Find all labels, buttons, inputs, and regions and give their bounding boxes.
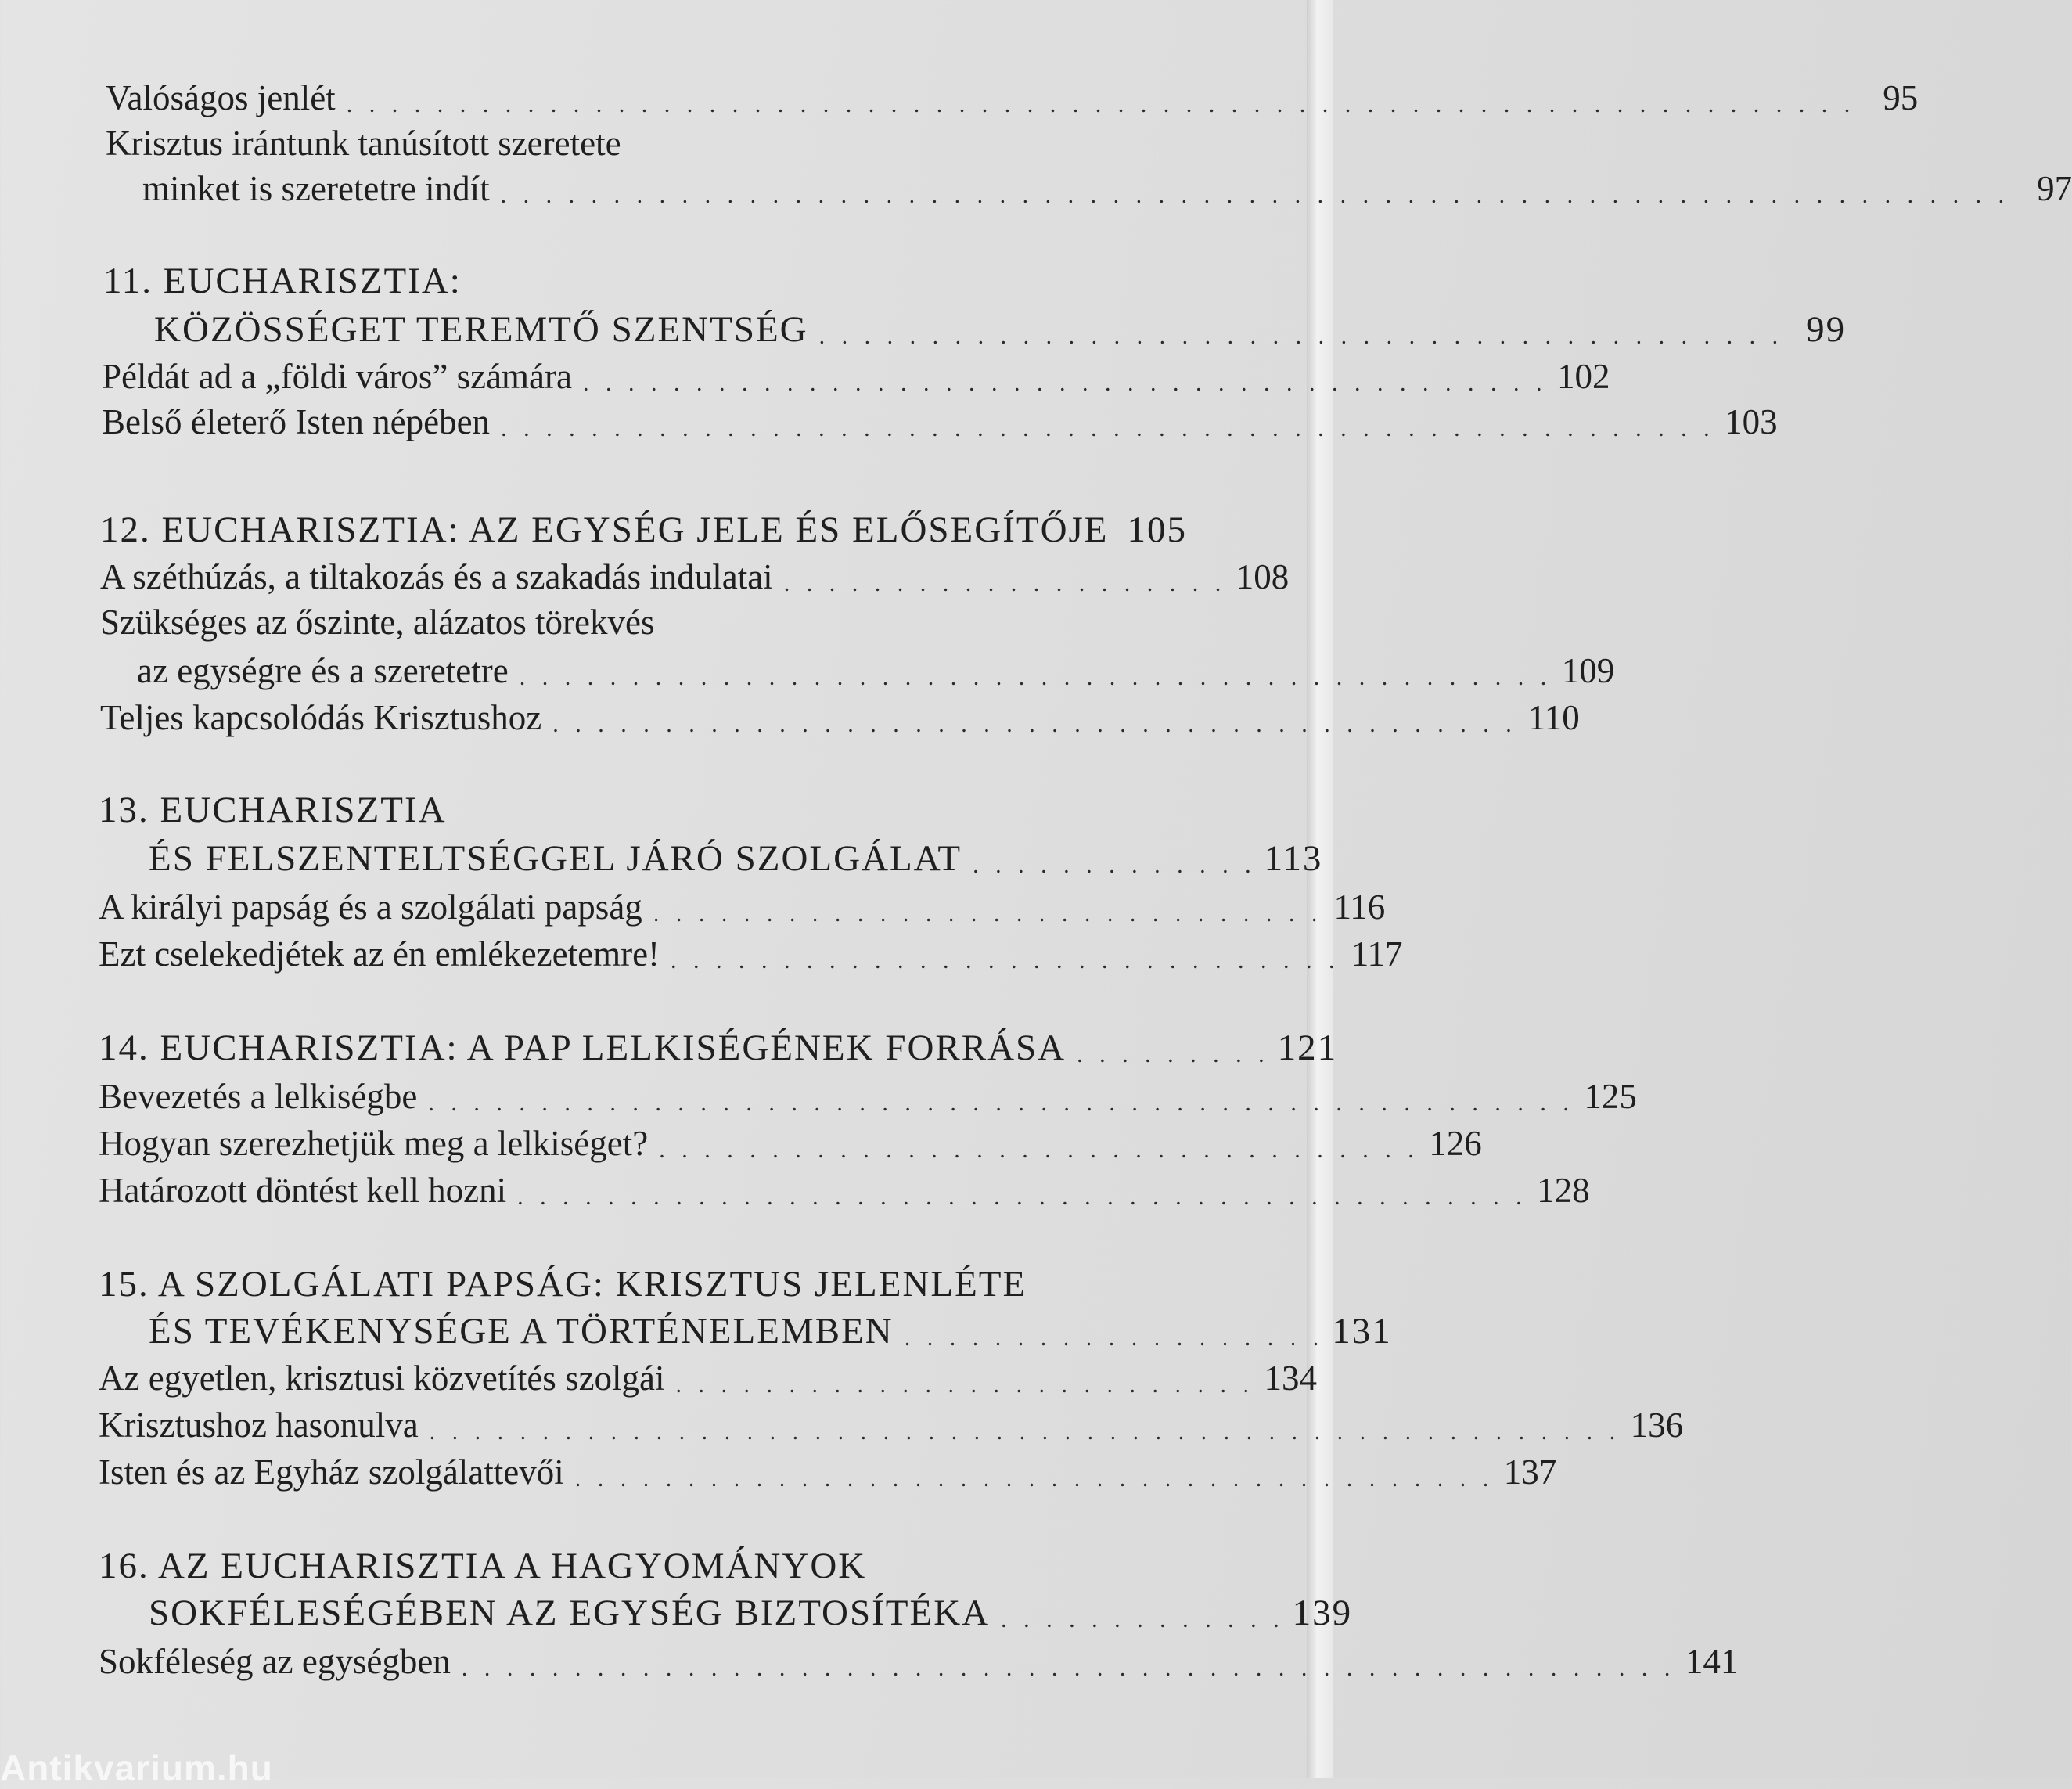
toc-entry-page: 141	[1685, 1642, 1739, 1681]
toc-entry-page: 113	[1264, 838, 1323, 879]
toc-entry	[99, 1074, 1637, 1119]
dot-leader: . . . . . . . . . . . . .	[973, 852, 1257, 878]
chapter-heading	[154, 307, 1847, 352]
chapter-heading	[149, 836, 1323, 881]
dot-leader: . . . . . . . . . . . . . . . . . . .	[904, 1325, 1325, 1351]
toc-entry	[99, 1121, 1482, 1166]
toc-entry-title: minket is szeretetre indít	[142, 169, 490, 208]
dot-leader: . . . . . . . . . . . . . . . . . . . . . . . . . . . . . . . . . . . . . . . . . . . . . .	[519, 664, 1552, 690]
toc-entry-title: ÉS FELSZENTELTSÉGGEL JÁRÓ SZOLGÁLAT	[149, 838, 962, 879]
dot-leader: . . . . . . . . . . . . . . . . . . . . . . . . . . . . . . . . . . . . . . . . . . . . . . . . . . . . . .	[501, 416, 1715, 441]
chapter-heading	[99, 1543, 1149, 1589]
toc-entry-title: KÖZÖSSÉGET TEREMTŐ SZENTSÉG	[154, 309, 808, 350]
dot-leader: . . . . . . . . . . . . . . . . . . . . . . . . . . . . . .	[671, 948, 1340, 974]
toc-entry-page: 109	[1561, 651, 1615, 690]
dot-leader: . . . . . . . . . . . . . . . . . . . . . . . . . . . . . . . . . .	[659, 1137, 1419, 1163]
dot-leader: . . . . . . . . .	[1077, 1042, 1270, 1067]
watermark: Antikvarium.hu	[0, 1748, 273, 1788]
toc-entry	[106, 121, 1146, 166]
toc-entry	[99, 1168, 1590, 1213]
toc-entry	[106, 75, 1919, 121]
toc-entry	[102, 354, 1610, 399]
dot-leader: . . . . . . . . . . . . . . . . . . . . . . . . . . . . . . . . . . . . . . . . .	[574, 1466, 1495, 1492]
toc-entry	[100, 695, 1580, 740]
dot-leader: . . . . . . . . . . . . . . . . . . . .	[783, 571, 1227, 596]
toc-entry	[99, 1355, 1318, 1401]
toc-entry	[99, 884, 1386, 930]
dot-leader: . . . . . . . . . . . . . . . . . . . . . . . . . . . . . . . . . . . . . . . . . . . . .	[517, 1184, 1527, 1210]
toc-entry-title: 14. EUCHARISZTIA: A PAP LELKISÉGÉNEK FORRÁSA	[99, 1028, 1067, 1068]
chapter-heading	[99, 787, 1149, 833]
toc-entry-page: 139	[1292, 1593, 1353, 1633]
toc-entry-title: Az egyetlen, krisztusi közvetítés szolgái	[99, 1359, 665, 1398]
toc-entry-title: 12. EUCHARISZTIA: AZ EGYSÉG JELE ÉS ELŐSEGÍTŐJE	[100, 509, 1109, 550]
dot-leader: . . . . . . . . . . . . . . . . . . . . . . . . . . . . . .	[653, 901, 1323, 927]
dot-leader: . . . . . . . . . . . . . . . . . . . . . . . . . . . . . . . . . . . . . . . . . . .	[582, 370, 1548, 396]
toc-entry-page: 99	[1806, 309, 1847, 350]
toc-entry-page: 128	[1537, 1171, 1590, 1210]
toc-entry-title: Valóságos jenlét	[106, 78, 336, 117]
toc-entry	[102, 399, 1778, 445]
dot-leader: . . . . . . . . . . . . . . . . . . . . . . . . . .	[675, 1372, 1255, 1398]
toc-entry-title: Példát ad a „földi város” számára	[102, 357, 572, 396]
dot-leader: . . . . . . . . . . . . . . . . . . . . . . . . . . . . . . . . . . . . . . . . . . . . . . . . . . . . . . . . . . . . . . . . . . .	[500, 182, 2010, 208]
toc-entry-page: 137	[1503, 1452, 1557, 1492]
toc-entry	[137, 648, 1615, 693]
toc-entry-title: Bevezetés a lelkiségbe	[99, 1077, 418, 1116]
toc-entry-title: Szükséges az őszinte, alázatos törekvés	[100, 603, 655, 642]
toc-entry-title: A királyi papság és a szolgálati papság	[99, 887, 642, 927]
toc-entry-page: 95	[1883, 78, 1919, 117]
toc-entry-page: 116	[1333, 887, 1386, 927]
chapter-heading	[99, 1262, 1149, 1307]
toc-entry-title: Határozott döntést kell hozni	[99, 1171, 507, 1210]
chapter-heading	[99, 1025, 1338, 1071]
toc-entry	[99, 1639, 1739, 1684]
toc-entry-title: A széthúzás, a tiltakozás és a szakadás indulatai	[100, 557, 773, 596]
toc-entry-title: az egységre és a szeretetre	[137, 651, 509, 690]
dot-leader: . . . . . . . . . . . . .	[1001, 1607, 1285, 1632]
toc-entry-page: 97	[2037, 169, 2072, 208]
chapter-heading	[103, 258, 1146, 304]
toc-entry-title: Krisztushoz hasonulva	[99, 1406, 419, 1445]
toc-entry-page: 103	[1725, 402, 1778, 441]
toc-entry-title: Belső életerő Isten népében	[102, 402, 491, 441]
toc-entry-page: 134	[1264, 1359, 1318, 1398]
toc-entry-title: 11. EUCHARISZTIA:	[103, 261, 462, 301]
toc-entry-title: 15. A SZOLGÁLATI PAPSÁG: KRISZTUS JELENLÉTE	[99, 1264, 1027, 1305]
toc-entry-title: Teljes kapcsolódás Krisztushoz	[100, 698, 542, 737]
toc-entry	[99, 931, 1403, 977]
chapter-heading	[100, 507, 1188, 553]
toc-entry	[142, 166, 2072, 211]
toc-entry-title: ÉS TEVÉKENYSÉGE A TÖRTÉNELEMBEN	[149, 1311, 894, 1352]
dot-leader: . . . . . . . . . . . . . . . . . . . . . . . . . . . . . . . . . . . . . . . . . . .	[552, 711, 1517, 737]
toc-entry	[100, 599, 1149, 645]
toc-entry-title: Ezt cselekedjétek az én emlékezetemre!	[99, 934, 660, 974]
toc-entry-page: 102	[1556, 357, 1610, 396]
toc-entry-title: Krisztus irántunk tanúsított szeretete	[106, 124, 621, 163]
toc-entry	[99, 1402, 1684, 1448]
toc-entry-page: 121	[1277, 1028, 1338, 1068]
toc-entry-title: SOKFÉLESÉGÉBEN AZ EGYSÉG BIZTOSÍTÉKA	[149, 1593, 991, 1633]
toc-entry-page: 105	[1127, 509, 1188, 550]
toc-entry-title: Isten és az Egyház szolgálattevői	[99, 1452, 564, 1492]
dot-leader: . . . . . . . . . . . . . . . . . . . . . . . . . . . . . . . . . . . . . . . . . . . . . . . . . . .	[428, 1090, 1574, 1116]
dot-leader: . . . . . . . . . . . . . . . . . . . . . . . . . . . . . . . . . . . . . . . . . . . . . . . . . . . . . .	[461, 1655, 1676, 1681]
toc-entry-title: Sokféleség az egységben	[99, 1642, 451, 1681]
toc-entry-page: 117	[1351, 934, 1403, 974]
dot-leader: . . . . . . . . . . . . . . . . . . . . . . . . . . . . . . . . . . . . . . . . . . .	[818, 323, 1784, 349]
toc-entry-title: 16. AZ EUCHARISZTIA A HAGYOMÁNYOK	[99, 1546, 867, 1586]
dot-leader: . . . . . . . . . . . . . . . . . . . . . . . . . . . . . . . . . . . . . . . . . . . . . . . . . . . . .	[429, 1419, 1621, 1445]
chapter-heading	[149, 1308, 1392, 1354]
toc-entry-title: 13. EUCHARISZTIA	[99, 790, 447, 830]
toc-entry-page: 110	[1527, 698, 1580, 737]
toc-entry-page: 136	[1630, 1406, 1684, 1445]
chapter-heading	[149, 1590, 1353, 1636]
toc-entry-page: 126	[1429, 1124, 1482, 1163]
dot-leader: . . . . . . . . . . . . . . . . . . . . . . . . . . . . . . . . . . . . . . . . . . . . . . . . . . . . . . . . . . . . . . . . . . .	[346, 92, 1856, 117]
toc-entry	[100, 554, 1290, 599]
toc-entry-page: 131	[1332, 1311, 1392, 1352]
toc-entry-page: 125	[1584, 1077, 1637, 1116]
toc-entry-title: Hogyan szerezhetjük meg a lelkiséget?	[99, 1124, 649, 1163]
toc-entry	[99, 1449, 1557, 1495]
toc-entry-page: 108	[1236, 557, 1290, 596]
